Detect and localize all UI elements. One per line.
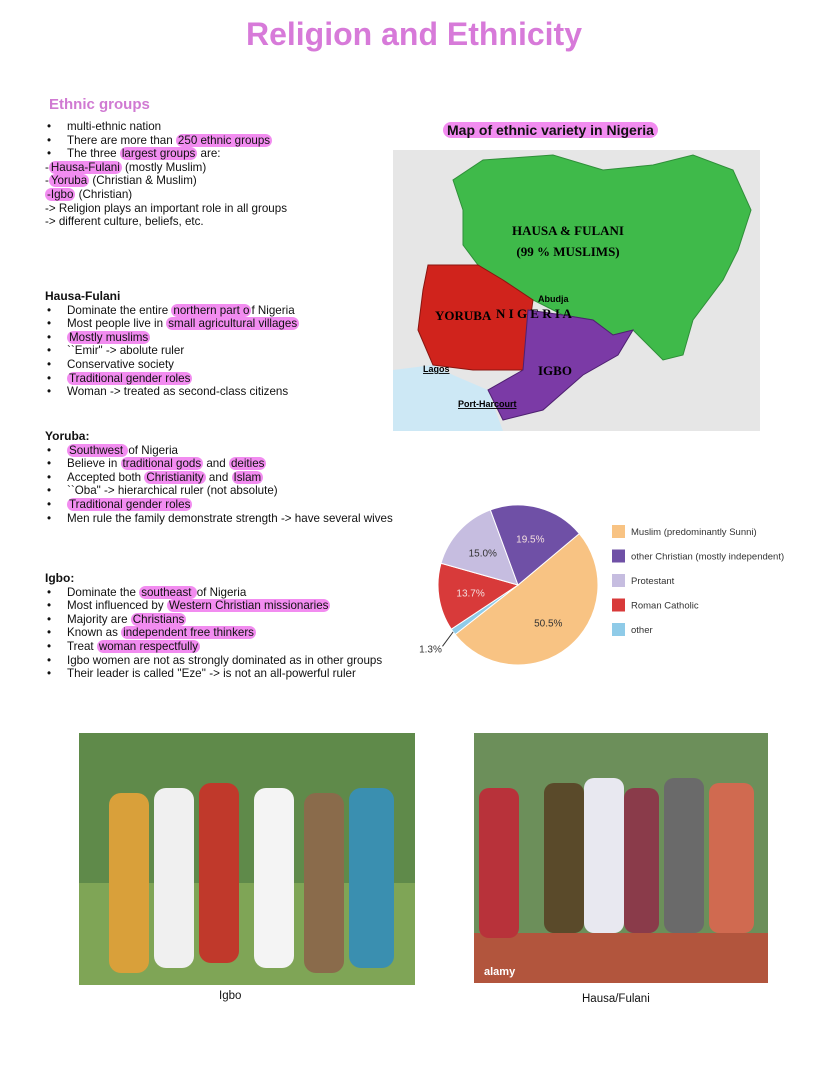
legend-label: Protestant	[631, 576, 675, 587]
city-abuja: Abudja	[538, 294, 569, 304]
religion-pie-chart	[400, 500, 800, 665]
bullet-line	[45, 174, 287, 188]
bullet-line	[45, 457, 393, 471]
yoruba-section	[45, 430, 393, 525]
hausa-fulani-caption: Hausa/Fulani	[582, 993, 650, 1005]
highlighted-text: Traditional gender roles	[69, 497, 191, 511]
highlighted-text: southeast	[141, 585, 195, 599]
city-port-harcourt: Port-Harcourt	[458, 399, 517, 409]
page-title: Religion and Ethnicity	[245, 16, 582, 52]
text: and	[205, 470, 232, 484]
text: Woman -> treated as second-class citizens	[67, 385, 289, 399]
highlighted-text: independent free thinkers	[123, 626, 254, 640]
text: Most influenced by	[67, 599, 167, 613]
bullet-line	[45, 358, 299, 372]
legend-label: Roman Catholic	[631, 600, 699, 612]
legend-swatch	[612, 525, 625, 538]
city-lagos: Lagos	[423, 364, 450, 374]
highlighted-text: traditional gods	[122, 457, 202, 471]
pie-data-label: 50.5%	[534, 618, 563, 630]
highlighted-text: small agricultural villages	[168, 317, 298, 331]
legend-swatch	[612, 550, 625, 563]
highlighted-text: Hausa-Fulani	[50, 160, 120, 174]
pie-data-label: 1.3%	[419, 644, 442, 656]
highlighted-text: -Igbo	[47, 187, 74, 201]
section-heading: Yoruba:	[45, 429, 90, 443]
legend-label: Muslim (predominantly Sunni)	[631, 527, 757, 538]
highlighted-text: Western Christian missionaries	[168, 599, 329, 613]
bullet-line	[45, 498, 393, 512]
text: Known as	[67, 626, 122, 640]
highlighted-text: Christians	[132, 612, 185, 626]
text: Majority are	[67, 612, 131, 626]
igbo-caption: Igbo	[219, 990, 242, 1002]
nigeria-ethnic-map	[393, 150, 760, 431]
text: are:	[197, 147, 221, 161]
alamy-watermark: alamy	[484, 966, 516, 978]
text: of Nigeria	[196, 585, 247, 599]
text: ``Oba" -> hierarchical ruler (not absolute)	[67, 484, 278, 498]
bullet-line	[45, 188, 287, 202]
igbo-label: IGBO	[538, 363, 572, 378]
legend-swatch	[612, 599, 625, 612]
pie-data-label: 15.0%	[468, 548, 497, 560]
text: -> different culture, beliefs, etc.	[45, 215, 204, 229]
igbo-group-photo	[79, 733, 415, 985]
bullet-line	[45, 512, 393, 526]
hausa-fulani-group-photo	[474, 733, 768, 983]
photo-track	[474, 933, 768, 983]
highlighted-text: largest groups	[121, 147, 196, 161]
bullet-line	[45, 317, 299, 331]
text: Dominate the	[67, 585, 140, 599]
map-title: Map of ethnic variety in Nigeria	[443, 122, 658, 138]
pie-data-label: 19.5%	[516, 534, 545, 546]
bullet-line	[45, 344, 299, 358]
text: Igbo women are not as strongly dominated as in other groups	[67, 653, 383, 667]
bullet-line	[45, 120, 287, 134]
pie-data-label: 13.7%	[456, 588, 485, 600]
text: Their leader is called ''Eze'' -> is not an all-powerful ruler	[67, 667, 356, 681]
highlighted-text: Islam	[233, 470, 262, 484]
igbo-section	[45, 572, 382, 681]
highlighted-text: deities	[230, 457, 265, 471]
ethnic-groups-list	[45, 120, 287, 229]
highlighted-text: northern part o	[173, 303, 250, 317]
highlighted-text: Traditional gender roles	[69, 371, 191, 385]
text: Conservative society	[67, 357, 174, 371]
legend-swatch	[612, 623, 625, 636]
text: multi-ethnic nation	[67, 120, 162, 133]
text: The three	[67, 147, 120, 161]
bullet-line	[45, 202, 287, 216]
ethnic-groups-heading: Ethnic groups	[49, 96, 150, 113]
text: Dominate the entire	[67, 303, 172, 317]
bullet-line	[45, 444, 393, 458]
hausa-fulani-section	[45, 290, 299, 399]
bullet-line	[45, 484, 393, 498]
highlighted-text: Yoruba	[50, 174, 88, 188]
text: ``Emir" -> abolute ruler	[67, 344, 185, 358]
text: (Christian)	[75, 187, 133, 201]
bullet-line	[45, 134, 287, 148]
highlighted-text: Southwest	[69, 443, 127, 457]
hausa-muslims-label: (99 % MUSLIMS)	[516, 244, 620, 259]
bullet-line	[45, 667, 382, 681]
bullet-line	[45, 613, 382, 627]
bullet-line	[45, 147, 287, 161]
bullet-line	[45, 471, 393, 485]
text: Treat	[67, 639, 97, 653]
section-heading: Hausa-Fulani	[45, 289, 121, 303]
bullet-line	[45, 331, 299, 345]
bullet-line	[45, 385, 299, 399]
bullet-line	[45, 654, 382, 668]
text: Men rule the family demonstrate strength -> have several wives	[67, 511, 393, 525]
text: -	[45, 160, 49, 174]
bullet-line	[45, 372, 299, 386]
text: -> Religion plays an important role in all groups	[45, 201, 287, 215]
text: f Nigeria	[251, 303, 295, 317]
highlighted-text: woman respectfully	[98, 639, 199, 653]
hausa-label: HAUSA & FULANI	[512, 223, 624, 238]
yoruba-label: YORUBA	[435, 308, 492, 323]
nigeria-label: N I G E R I A	[496, 306, 572, 321]
pie-leader-line	[442, 632, 453, 646]
bullet-line	[45, 304, 299, 318]
highlighted-text: Christianity	[146, 470, 204, 484]
bullet-line	[45, 161, 287, 175]
legend-label: other	[631, 625, 653, 636]
bullet-line	[45, 640, 382, 654]
text: (mostly Muslim)	[121, 160, 207, 174]
section-heading: Igbo:	[45, 571, 75, 585]
text: Accepted both	[67, 470, 145, 484]
text: of Nigeria	[128, 443, 178, 457]
text: and	[203, 457, 229, 471]
text: Most people live in	[67, 317, 167, 331]
bullet-line	[45, 626, 382, 640]
bullet-line	[45, 599, 382, 613]
bullet-line	[45, 586, 382, 600]
text: (Christian & Muslim)	[89, 174, 197, 188]
legend-label: other Christian (mostly independent)	[631, 551, 785, 563]
bullet-line	[45, 215, 287, 229]
highlighted-text: Mostly muslims	[69, 330, 149, 344]
text: Believe in	[67, 457, 121, 471]
legend-swatch	[612, 574, 625, 587]
text: -	[45, 174, 49, 188]
highlighted-text: 250 ethnic groups	[177, 133, 271, 147]
text: There are more than	[67, 133, 176, 147]
